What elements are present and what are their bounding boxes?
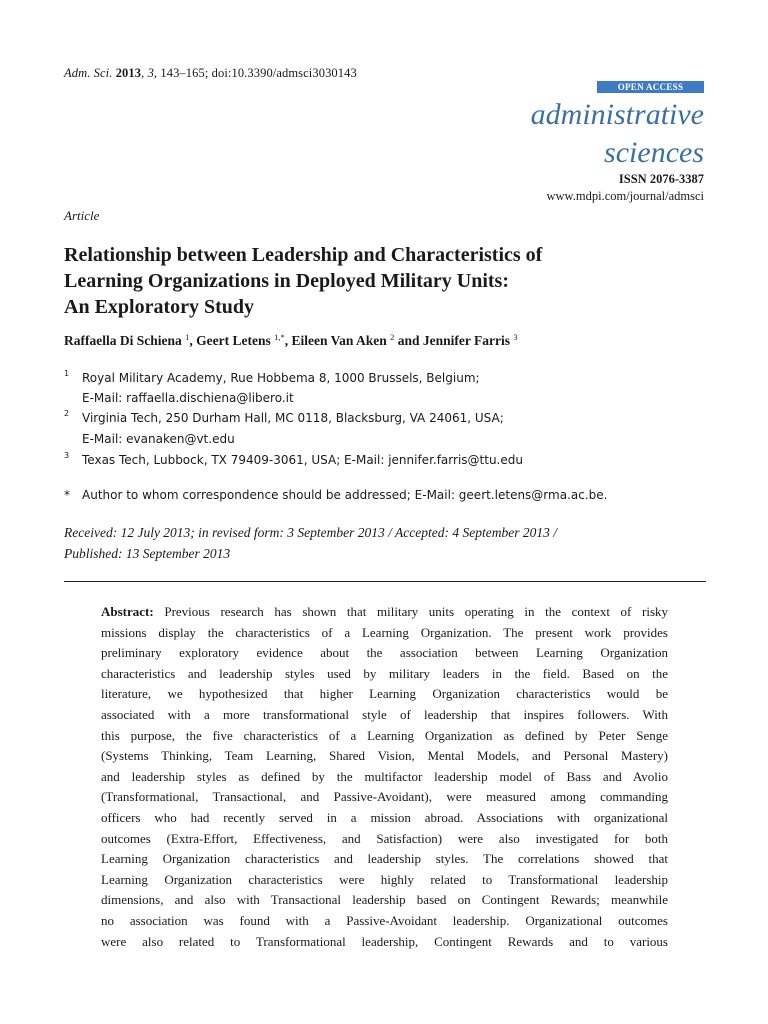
abstract-line: dimensions, and also with Transactional leadership based on Contingent Rewards; meanwhile bbox=[101, 892, 668, 908]
citation-pages-doi: , 143–165; doi:10.3390/admsci3030143 bbox=[153, 66, 357, 80]
abstract-line bbox=[101, 602, 668, 623]
author-name: Eileen Van Aken bbox=[291, 333, 387, 348]
journal-name-line2: sciences bbox=[604, 136, 704, 169]
section-divider bbox=[64, 581, 706, 582]
abstract-line: (Systems Thinking, Team Learning, Shared Vision, Mental Models, and Personal Mastery) bbox=[101, 748, 668, 764]
author-name: Jennifer Farris bbox=[422, 333, 511, 348]
abstract-line: and leadership styles as defined by the multifactor leadership model of Bass and Avolio bbox=[101, 768, 668, 784]
abstract-text: Previous research has shown that military units operating in the context of risky bbox=[164, 604, 669, 619]
abstract-line: this purpose, the five characteristics of a Learning Organization as defined by Peter Senge bbox=[101, 727, 668, 743]
title-line: Learning Organizations in Deployed Military Units: bbox=[64, 270, 509, 292]
author-name: Raffaella Di Schiena bbox=[64, 333, 182, 348]
author-affiliation-ref: 1 bbox=[185, 332, 190, 342]
correspondence-text: Author to whom correspondence should be addressed; E-Mail: geert.letens@rma.ac.be. bbox=[82, 488, 608, 502]
journal-url[interactable]: www.mdpi.com/journal/admsci bbox=[546, 189, 704, 203]
abstract-line: Learning Organization characteristics and leadership styles. The correlations showed that bbox=[101, 851, 668, 867]
publication-dates bbox=[64, 522, 712, 564]
abstract-label: Abstract: bbox=[101, 604, 154, 619]
author-affiliation-ref: 1,* bbox=[274, 332, 285, 342]
title-line: An Exploratory Study bbox=[64, 296, 255, 318]
citation: Adm. Sci. 2013, 3, 143–165; doi:10.3390/admsci3030143 bbox=[64, 66, 357, 80]
issn: ISSN 2076-3387 bbox=[618, 172, 704, 186]
author-affiliation-ref: 3 bbox=[513, 332, 518, 342]
abstract-line: literature, we hypothesized that higher Learning Organization characteristics would be bbox=[101, 686, 668, 702]
correspondence-marker: * bbox=[64, 488, 70, 502]
affiliation-text: Royal Military Academy, Rue Hobbema 8, 1000 Brussels, Belgium; bbox=[82, 371, 480, 385]
author-list bbox=[64, 332, 518, 349]
article-type: Article bbox=[64, 208, 100, 223]
abstract-line: preliminary exploratory evidence about the association between Learning Organization bbox=[101, 645, 668, 661]
citation-journal: Adm. Sci. bbox=[64, 66, 113, 80]
citation-year: 2013 bbox=[115, 66, 142, 80]
abstract-line: were also related to Transformational leadership, Contingent Rewards and to various bbox=[101, 933, 668, 949]
abstract-line: (Transformational, Transactional, and Passive-Avoidant), were measured among commanding bbox=[101, 789, 668, 805]
affiliation-text: Virginia Tech, 250 Durham Hall, MC 0118, Blacksburg, VA 24061, USA; bbox=[82, 411, 504, 425]
author-name: Geert Letens bbox=[196, 333, 271, 348]
affiliation-email[interactable]: E-Mail: raffaella.dischiena@libero.it bbox=[82, 391, 294, 405]
abstract-line: missions display the characteristics of a Learning Organization. The present work provides bbox=[101, 624, 668, 640]
author-affiliation-ref: 2 bbox=[390, 332, 395, 342]
affiliation-email[interactable]: E-Mail: evanaken@vt.edu bbox=[82, 432, 235, 446]
open-access-badge: OPEN ACCESS bbox=[597, 81, 704, 93]
abstract bbox=[101, 602, 668, 952]
affiliation-text: Texas Tech, Lubbock, TX 79409-3061, USA; E-Mail: jennifer.farris@ttu.edu bbox=[82, 453, 523, 467]
affiliation-number: 2 bbox=[64, 409, 70, 418]
abstract-line: outcomes (Extra-Effort, Effectiveness, and Satisfaction) were also investigated for both bbox=[101, 830, 668, 846]
author-separator: , bbox=[284, 333, 292, 348]
author-separator: and bbox=[394, 333, 423, 348]
affiliation-number: 1 bbox=[64, 369, 70, 378]
citation-volume: 3 bbox=[147, 66, 154, 80]
paper-title bbox=[64, 242, 704, 320]
author-separator: , bbox=[189, 333, 197, 348]
title-line: Relationship between Leadership and Characteristics of bbox=[64, 244, 543, 266]
dates-line: Published: 13 September 2013 bbox=[64, 546, 231, 561]
abstract-line: characteristics and leadership styles used by military leaders in the field. Based on the bbox=[101, 665, 668, 681]
journal-name-line1: administrative bbox=[530, 98, 704, 131]
abstract-line: no association was found with a Passive-Avoidant leadership. Organizational outcomes bbox=[101, 912, 668, 928]
abstract-line: Learning Organization characteristics were highly related to Transformational leadership bbox=[101, 871, 668, 887]
abstract-line: associated with a more transformational style of leadership that inspires followers. With bbox=[101, 706, 668, 722]
abstract-line: officers who had recently served in a mission abroad. Associations with organizational bbox=[101, 809, 668, 825]
affiliation-number: 3 bbox=[64, 451, 70, 460]
dates-line: Received: 12 July 2013; in revised form: 3 September 2013 / Accepted: 4 September 2013 / bbox=[64, 525, 557, 540]
